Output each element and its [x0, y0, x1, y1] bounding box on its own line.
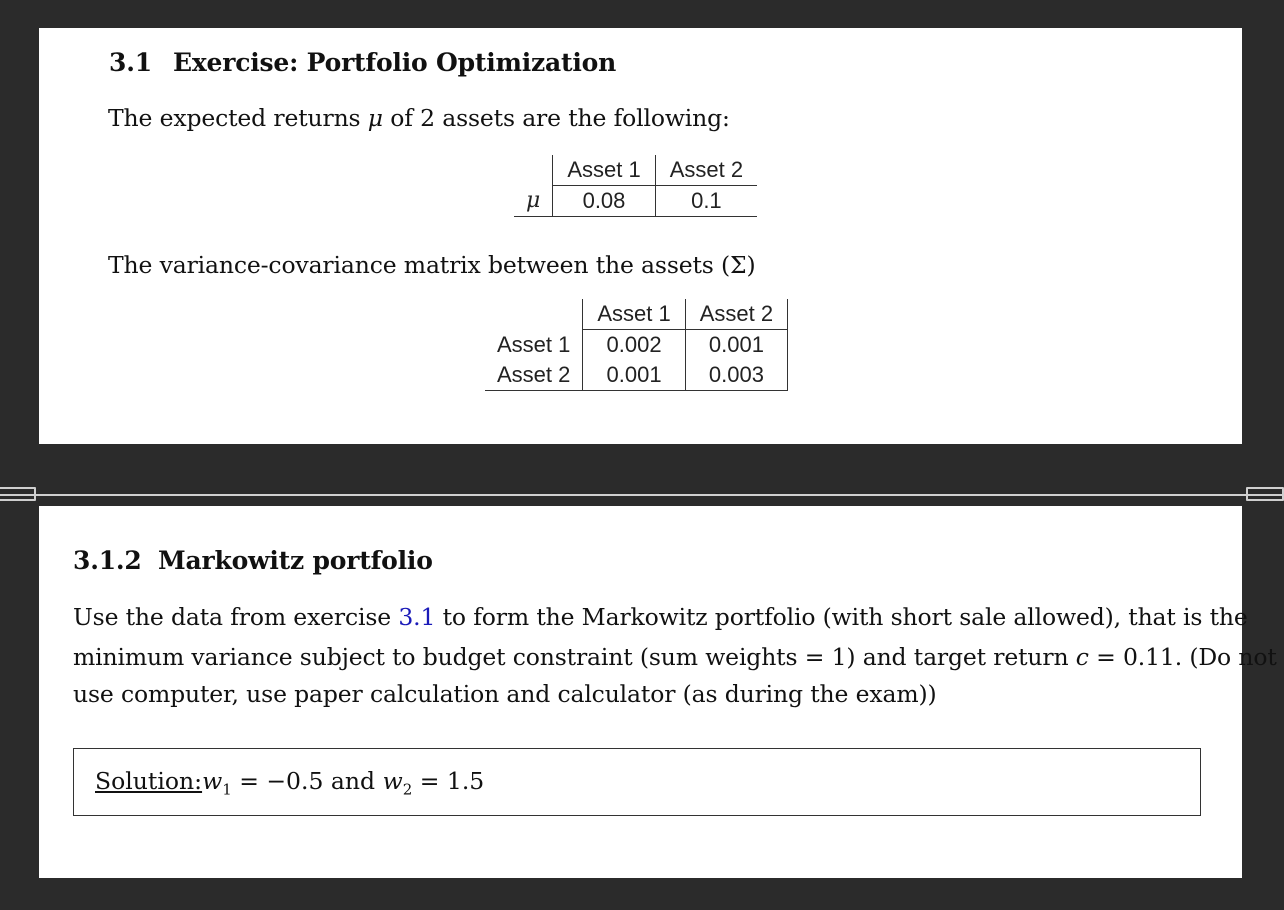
exercise-3-1-link[interactable]: 3.1: [398, 603, 436, 631]
section-heading-3-1: [109, 48, 616, 77]
right-resize-handle[interactable]: [1246, 487, 1284, 501]
w2-variable: w: [382, 767, 403, 795]
cov-row-label: Asset 1: [497, 331, 571, 357]
line2-text-after: = 0.11. (Do not: [1088, 643, 1277, 671]
paragraph-line-1: [73, 603, 1248, 631]
solution-box: [73, 748, 1201, 816]
covariance-intro-text: The variance-covariance matrix between the assets (Σ): [108, 251, 756, 279]
section-heading-3-1-2: [73, 546, 433, 575]
line1-text-before: Use the data from exercise: [73, 603, 399, 631]
section-title: Markowitz portfolio: [158, 546, 433, 575]
section-title: Exercise: Portfolio Optimization: [173, 48, 617, 77]
returns-row-mu: [514, 186, 757, 217]
w1-variable: w: [202, 767, 223, 795]
cov-row-asset2: [485, 360, 788, 391]
mu-symbol: μ: [367, 104, 383, 132]
left-resize-handle[interactable]: [0, 487, 36, 501]
target-return-symbol: c: [1075, 643, 1089, 671]
returns-value-asset2: 0.1: [655, 186, 757, 217]
returns-intro-text: [108, 104, 730, 132]
paragraph-line-3: use computer, use paper calculation and calculator (as during the exam)): [73, 680, 937, 708]
section-number: 3.1: [109, 48, 152, 77]
w2-subscript: 2: [402, 780, 413, 799]
w1-subscript: 1: [222, 780, 232, 799]
solution-and: and: [323, 767, 383, 795]
cov-header-row: [485, 299, 788, 330]
w1-value: = −0.5: [231, 767, 324, 795]
cov-corner-cell: [485, 299, 583, 330]
cov-row-label: Asset 2: [485, 360, 583, 391]
cov-row-asset1: [485, 330, 788, 361]
intro-text-before: The expected returns: [108, 104, 368, 132]
line1-text-after: to form the Markowitz portfolio (with short sale allowed), that is the: [435, 603, 1248, 631]
w2-value: = 1.5: [412, 767, 485, 795]
line2-text-before: minimum variance subject to budget constraint (sum weights = 1) and target return: [73, 643, 1076, 671]
cov-cell: 0.002: [583, 330, 685, 361]
page-1: [39, 28, 1242, 444]
cov-cell: 0.001: [685, 330, 787, 361]
solution-text: [95, 767, 484, 799]
returns-row-label: μ: [514, 186, 553, 217]
returns-header-row: [514, 155, 757, 186]
section-number: 3.1.2: [73, 546, 142, 575]
returns-table: [514, 155, 757, 217]
returns-header-asset2: Asset 2: [655, 155, 757, 186]
paragraph-line-2: [73, 643, 1277, 671]
returns-value-asset1: 0.08: [553, 186, 655, 217]
page-2: [39, 506, 1277, 878]
covariance-table: [485, 299, 788, 391]
intro-text-after: of 2 assets are the following:: [382, 104, 730, 132]
page-separator-line: [0, 494, 1284, 496]
cov-cell: 0.003: [685, 360, 787, 391]
returns-corner-cell: [514, 155, 553, 186]
cov-header-asset2: Asset 2: [685, 299, 787, 330]
cov-header-asset1: Asset 1: [583, 299, 685, 330]
cov-cell: 0.001: [583, 360, 685, 391]
solution-label: Solution:: [95, 767, 203, 795]
returns-header-asset1: Asset 1: [553, 155, 655, 186]
